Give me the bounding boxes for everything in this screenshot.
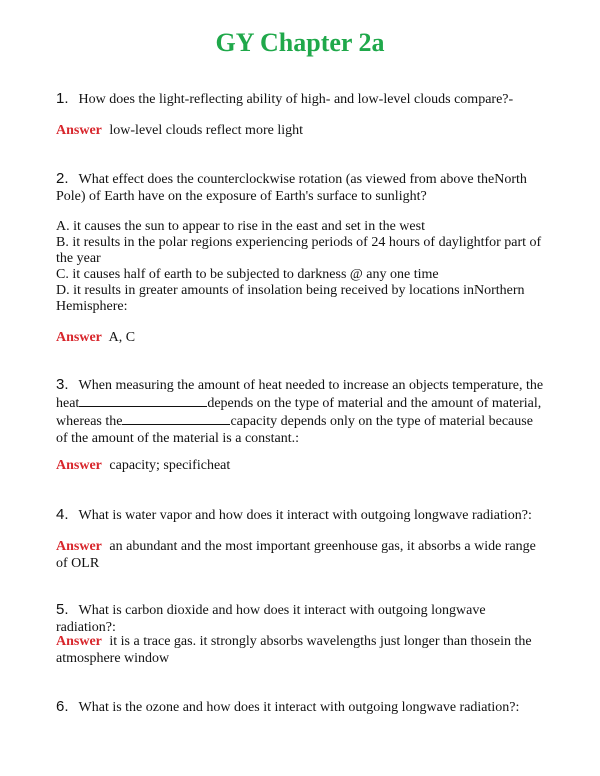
question-text: What is carbon dioxide and how does it interact with outgoing longwave radiation?: [56, 603, 486, 635]
question-4 [56, 506, 548, 524]
question-1 [56, 90, 548, 108]
answer-label: Answer [56, 123, 102, 138]
fill-in-blank [122, 412, 230, 425]
question-5 [56, 601, 548, 636]
question-number: 4. [56, 506, 69, 523]
question-text: What is the ozone and how does it interact with outgoing longwave radiation?: [78, 700, 520, 715]
option-d: D. it results in greater amounts of insolation being received by locations inNorthern Hemisphere: [56, 283, 525, 314]
question-2-options [56, 219, 548, 315]
answer-2 [56, 329, 548, 346]
fill-in-blank [79, 394, 207, 407]
question-text-part1: When measuring the amount of heat needed to increase an objects temperature, the heat [56, 378, 544, 411]
answer-label: Answer [56, 330, 102, 345]
question-text: How does the light-reflecting ability of high- and low-level clouds compare?- [78, 92, 514, 107]
question-number: 1. [56, 90, 69, 107]
option-b: B. it results in the polar regions experiencing periods of 24 hours of daylightfor part of the year [56, 235, 542, 266]
question-2 [56, 170, 548, 205]
answer-5 [56, 633, 548, 667]
answer-text: low-level clouds reflect more light [109, 123, 303, 138]
answer-text: capacity; specificheat [109, 458, 231, 473]
question-text: What is water vapor and how does it interact with outgoing longwave radiation?: [78, 508, 532, 523]
answer-text: an abundant and the most important greenhouse gas, it absorbs a wide range of OLR [56, 539, 536, 571]
question-text-part2: depends on the type of material and the amount of material, whereas the [56, 396, 542, 429]
question-text-part3: capacity depends only on the type of material because of the amount of the material is a constant.: [56, 414, 533, 446]
answer-text: A, C [108, 330, 136, 345]
answer-text: it is a trace gas. it strongly absorbs wavelengths just longer than thosein the atmosphere window [56, 634, 532, 666]
question-3 [56, 376, 548, 447]
question-number: 3. [56, 376, 69, 393]
question-number: 5. [56, 601, 69, 618]
answer-1 [56, 122, 548, 139]
answer-3 [56, 457, 548, 474]
question-text: What effect does the counterclockwise rotation (as viewed from above theNorth Pole) of Earth have on the exposure of Earth's surface to sunlight? [56, 172, 527, 204]
page-title: GY Chapter 2a [215, 28, 385, 57]
question-number: 6. [56, 698, 69, 715]
answer-4 [56, 538, 548, 572]
option-a: A. it causes the sun to appear to rise in the east and set in the west [56, 219, 425, 234]
answer-label: Answer [56, 539, 102, 554]
answer-label: Answer [56, 458, 102, 473]
answer-label: Answer [56, 634, 102, 649]
question-6 [56, 698, 548, 716]
question-number: 2. [56, 170, 69, 187]
option-c: C. it causes half of earth to be subjected to darkness @ any one time [56, 267, 439, 282]
